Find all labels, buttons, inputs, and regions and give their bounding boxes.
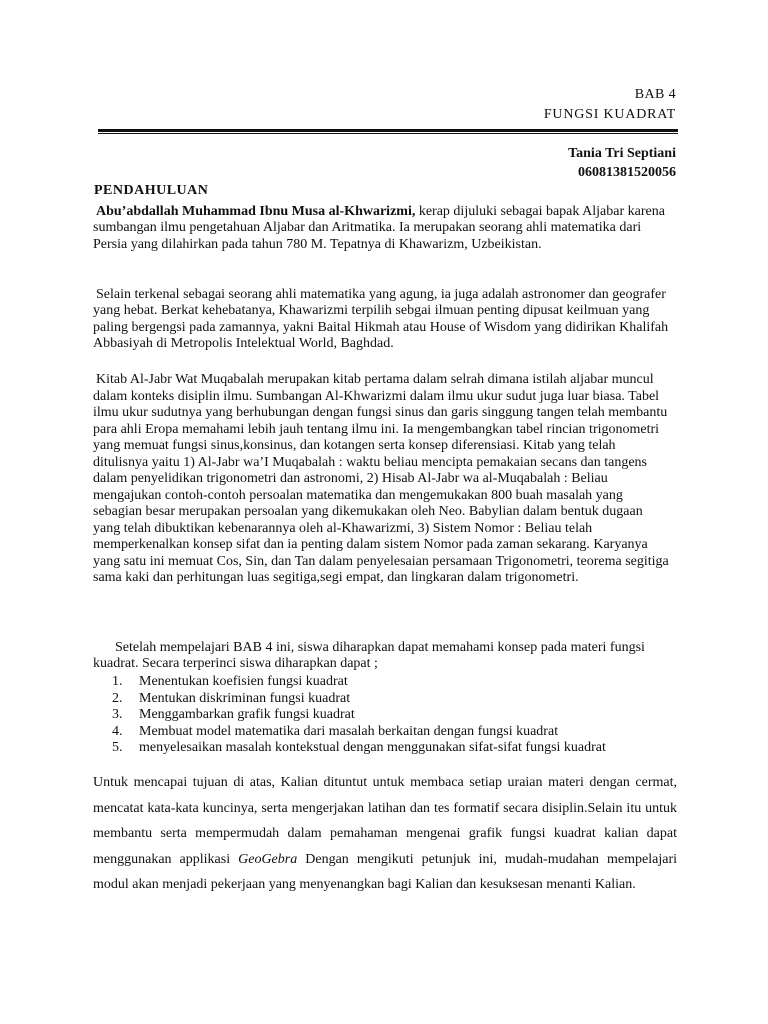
list-item-text: Menggambarkan grafik fungsi kuadrat [139,707,355,723]
header-divider-thin [98,133,678,134]
list-item [112,707,682,724]
list-item-text: Membuat model matematika dari masalah berkaitan dengan fungsi kuadrat [139,723,559,739]
biography-paragraph [93,287,671,353]
list-item [112,674,682,691]
scholar-name: Abu’abdallah Muhammad Ibnu Musa al-Khwarizmi, [96,204,416,219]
list-item [112,740,682,757]
list-item [112,691,682,708]
header-divider-thick [98,129,678,132]
closing-paragraph-text: Untuk mencapai tujuan di atas, Kalian dituntut untuk membaca setiap uraian materi dengan cermat, mencatat kata-kata kuncinya, serta mengerjakan latihan dan tes formatif secara disiplin.Selain itu untuk membantu serta mempermudah dalam pemahaman mengenai grafik fungsi kuadrat kalian dapat menggunakan applikasi [93,775,677,867]
list-item-number: 4. [112,723,123,739]
objectives-intro-text: Setelah mempelajari BAB 4 ini, siswa diharapkan dapat memahami konsep pada materi fungsi kuadrat. Secara terperinci siswa diharapkan dapat ; [93,640,645,672]
list-item-number: 3. [112,707,123,723]
works-paragraph-text: Kitab Al-Jabr Wat Muqabalah merupakan kitab pertama dalam selrah dimana istilah aljabar muncul dalam konteks disiplin ilmu. Sumbangan Al-Khwarizmi dalam ilmu ukur sudut juga luar biasa. Tabel ilmu ukur sudutnya yang berhubungan dengan fungsi sinus dan garis singgung tangen telah membantu para ahli Eropa memahami lebih jauh tentang ilmu ini. Ia mengembangkan tabel rincian trigonometri yang memuat fungsi sinus,konsinus, dan kotangen serta konsep diferensiasi. Kitab yang telah ditulisnya yaitu 1) Al-Jabr wa’I Muqabalah : waktu beliau mencipta pemakaian secans dan tangens dalam penyelidikan trigonometri dan astronomi, 2) Hisab Al-Jabr wa al-Muqabalah : Beliau mengajukan contoh-contoh persoalan matematika dan mengemukakan 800 buah masalah yang sebagian besar merupakan persoalan yang dikemukakan oleh Neo. Babylian dalam bentuk dugaan yang telah dibuktikan kebenarannya oleh al-Khawarizmi, 3) Sistem Nomor : Beliau telah memperkenalkan konsep sifat dan ia penting dalam sistem Nomor pada zaman sekarang. Karyanya yang satu ini memuat Cos, Sin, dan Tan dalam penyelesaian persamaan Trigonometri, teorema segitiga sama kaki dan perhitungan luas segitiga,segi empat, dan lingkaran dalam trigonometri. [93,372,669,585]
biography-paragraph-text: Selain terkenal sebagai seorang ahli matematika yang agung, ia juga adalah astronomer dan geografer yang hebat. Berkat kehebatanya, Khawarizmi terpilih sebgai ilmuan penting dipusat keilmuan yang paling bergengsi pada zamannya, yakni Baital Hikmah atau House of Wisdom yang didirikan Khalifah Abbasiyah di Metropolis Intelektual World, Baghdad. [93,287,669,352]
list-item [112,724,682,741]
chapter-title: FUNGSI KUADRAT [543,107,676,122]
list-item-text: Menentukan koefisien fungsi kuadrat [139,674,348,689]
intro-paragraph-text: kerap dijuluki sebagai bapak Aljabar karena sumbangan ilmu pengetahuan Aljabar dan Aritmatika. Ia merupakan seorang ahli matematika dari Persia yang dilahirkan pada tahun 780 M. Tepatnya di Khawarizm, Uzbeikistan. [93,204,665,252]
list-item-number: 1. [112,674,123,689]
closing-paragraph-tail: Dengan mengikuti petunjuk ini, mudah-mudahan mempelajari modul akan menjadi pekerjaan yang menyenangkan bagi Kalian dan kesuksesan menanti Kalian. [93,851,677,893]
list-item-number: 2. [112,690,123,706]
intro-paragraph [93,204,671,253]
works-paragraph [93,372,671,587]
closing-paragraph [93,770,677,898]
author-id: 06081381520056 [578,165,676,180]
list-item-number: 5. [112,740,123,756]
section-heading: PENDAHULUAN [94,183,209,198]
geogebra-app-name: GeoGebra [238,851,298,867]
chapter-number: BAB 4 [634,87,676,102]
objectives-intro [93,640,671,673]
list-item-text: Mentukan diskriminan fungsi kuadrat [139,690,351,706]
objectives-list [112,674,682,757]
list-item-text: menyelesaikan masalah kontekstual dengan menggunakan sifat-sifat fungsi kuadrat [139,740,606,756]
author-name: Tania Tri Septiani [568,146,676,161]
